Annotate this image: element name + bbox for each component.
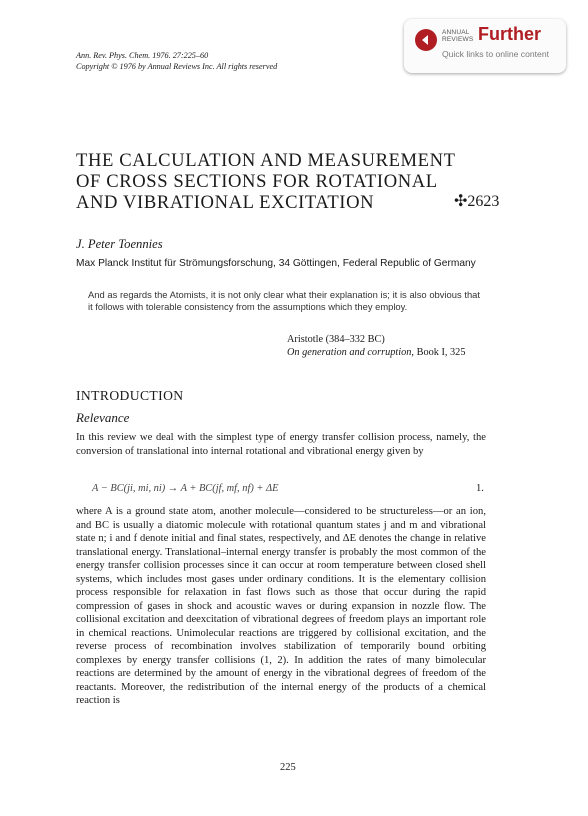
journal-citation-line: Ann. Rev. Phys. Chem. 1976. 27:225–60 bbox=[76, 51, 209, 60]
accession-number: ✣2623 bbox=[454, 193, 500, 210]
play-icon bbox=[415, 29, 437, 51]
article-title bbox=[76, 150, 456, 213]
epigraph-work: On generation and corruption bbox=[287, 347, 412, 358]
further-label: Further bbox=[478, 24, 541, 44]
further-links-button[interactable] bbox=[404, 19, 566, 73]
epigraph-quote: And as regards the Atomists, it is not only clear what their explanation is; it is also obvious that it follows with tolerable consistency from the assumptions which they employ. bbox=[88, 289, 480, 312]
epigraph-source bbox=[287, 346, 465, 359]
equation: A − BC(ji, mi, ni) → A + BC(jf, mf, nf) + ΔE bbox=[92, 483, 279, 494]
author-affiliation: Max Planck Institut für Strömungsforschung, 34 Göttingen, Federal Republic of Germany bbox=[76, 258, 476, 269]
copyright-line: Copyright © 1976 by Annual Reviews Inc. All rights reserved bbox=[76, 62, 278, 71]
epigraph-attribution bbox=[287, 333, 465, 359]
title-line: AND VIBRATIONAL EXCITATION bbox=[76, 192, 375, 213]
author-name: J. Peter Toennies bbox=[76, 237, 163, 251]
epigraph-author: Aristotle (384–332 BC) bbox=[287, 334, 385, 345]
annual-reviews-logo-text: ANNUAL REVIEWS bbox=[442, 29, 474, 43]
title-line: OF CROSS SECTIONS FOR ROTATIONAL bbox=[76, 171, 438, 192]
epigraph-location: , Book I, 325 bbox=[411, 347, 466, 358]
equation-number: 1. bbox=[476, 483, 484, 494]
body-paragraph: In this review we deal with the simplest type of energy transfer collision process, namely, the conversion of translational into internal rotational and vibrational energy given by bbox=[76, 432, 486, 457]
subsection-heading: Relevance bbox=[76, 410, 130, 425]
title-line: THE CALCULATION AND MEASUREMENT bbox=[76, 150, 456, 171]
body-paragraph: where A is a ground state atom, another molecule—considered to be structureless—or an ion, and BC is usually a diatomic molecule with rotational quantum states j and m and vibrational state n; i and f denote initial and final states, respectively, and ΔE denotes the change in relative translational energy. Translational–internal energy transfer is probably the most common of the energy transfer collision processes since it can occur at room temperature between closed shell systems, which includes most gases under ordinary conditions. It is the elementary collision process responsible for relaxation in fast flows such as those that occur during the rapid compression of gases in shock and acoustic waves or during expansion in nozzle flow. The collisional excitation and deexcitation of vibrational degrees of freedom plays an important role in chemical reactions. Unimolecular reactions are triggered by collisional excitation, and the reverse process of recombination involves stabilization of temporarily bound orbiting complexes by energy transfer collisions (1, 2). In addition the rates of many bimolecular reactions are determined by the amount of energy in the vibrational degrees of freedom of the reactants. Moreover, the redistribution of the internal energy of the products of a chemical reaction is bbox=[76, 506, 486, 706]
journal-citation bbox=[76, 50, 277, 72]
section-heading: INTRODUCTION bbox=[76, 388, 184, 403]
further-subtitle: Quick links to online content bbox=[442, 49, 550, 59]
page-number: 225 bbox=[280, 762, 296, 773]
